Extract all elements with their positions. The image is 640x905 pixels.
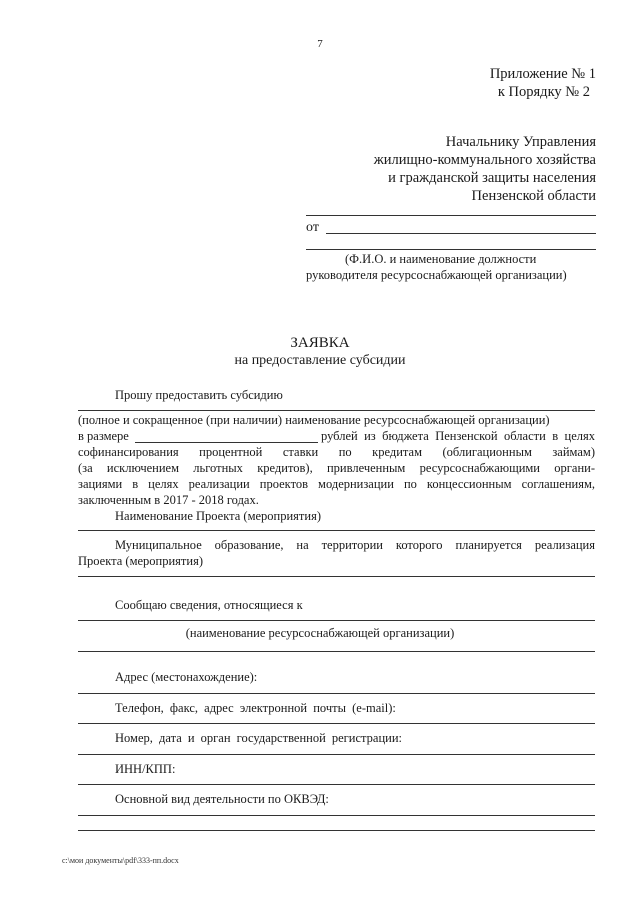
blank-line — [78, 784, 595, 785]
blank-line — [326, 233, 596, 234]
blank-line — [78, 754, 595, 755]
project-label: Наименование Проекта (мероприятия) — [115, 509, 321, 523]
from-label: от — [306, 220, 319, 235]
blank-line — [78, 693, 595, 694]
document-title: ЗАЯВКА — [290, 335, 350, 351]
blank-line — [78, 830, 595, 831]
paragraph-line: заключенным в 2017 - 2018 годах. — [78, 493, 259, 507]
address-label: Адрес (местонахождение): — [115, 670, 258, 684]
okved-label: Основной вид деятельности по ОКВЭД: — [115, 792, 329, 806]
blank-line — [306, 249, 596, 250]
registration-label: Номер, дата и орган государственной регистрации: — [115, 731, 403, 745]
phone-label: Телефон, факс, адрес электронной почты (e-mail): — [115, 701, 396, 715]
appendix-line-1: Приложение № 1 — [489, 66, 596, 82]
appendix-line-2: к Порядку № 2 — [497, 84, 590, 100]
paragraph-line: зациями в целях реализации проектов модернизации по концессионным соглашениям, — [78, 477, 595, 491]
blank-line — [78, 576, 595, 577]
addressee-line-1: Начальнику Управления — [445, 134, 596, 150]
addressee-line-3: и гражданской защиты населения — [388, 170, 596, 186]
blank-line — [78, 723, 595, 724]
blank-line — [78, 410, 595, 411]
page-number: 7 — [317, 38, 323, 50]
footer-file-path: c:\мои документы\pdf\333-пп.docx — [62, 856, 179, 865]
amount-blank-line — [135, 442, 318, 443]
blank-line — [78, 815, 595, 816]
amount-prefix: в размере — [78, 429, 129, 443]
paragraph-line: (за исключением льготных кредитов), привлеченным ресурсоснабжающими органи- — [78, 461, 595, 475]
org-name-caption: (полное и сокращенное (при наличии) наименование ресурсоснабжающей организации) — [78, 413, 550, 427]
addressee-line-2: жилищно-коммунального хозяйства — [373, 152, 596, 168]
info-label: Сообщаю сведения, относящиеся к — [115, 598, 303, 612]
document-subtitle: на предоставление субсидии — [234, 353, 406, 368]
amount-suffix: рублей из бюджета Пензенской области в целях — [321, 429, 595, 443]
fio-caption-1: (Ф.И.О. и наименование должности — [345, 252, 537, 266]
blank-line — [78, 651, 595, 652]
blank-line — [78, 620, 595, 621]
blank-line — [78, 530, 595, 531]
paragraph-line: софинансирования процентной ставки по кредитам (облигационным займам) — [78, 445, 595, 459]
municipal-line-1: Муниципальное образование, на территории которого планируется реализация — [115, 538, 595, 552]
addressee-line-4: Пензенской области — [471, 188, 596, 204]
fio-caption-2: руководителя ресурсоснабжающей организации) — [306, 268, 567, 282]
municipal-line-2: Проекта (мероприятия) — [78, 554, 203, 568]
info-caption: (наименование ресурсоснабжающей организации) — [185, 626, 455, 640]
inn-label: ИНН/КПП: — [115, 762, 176, 776]
blank-line — [306, 215, 596, 216]
request-text: Прошу предоставить субсидию — [115, 388, 283, 402]
